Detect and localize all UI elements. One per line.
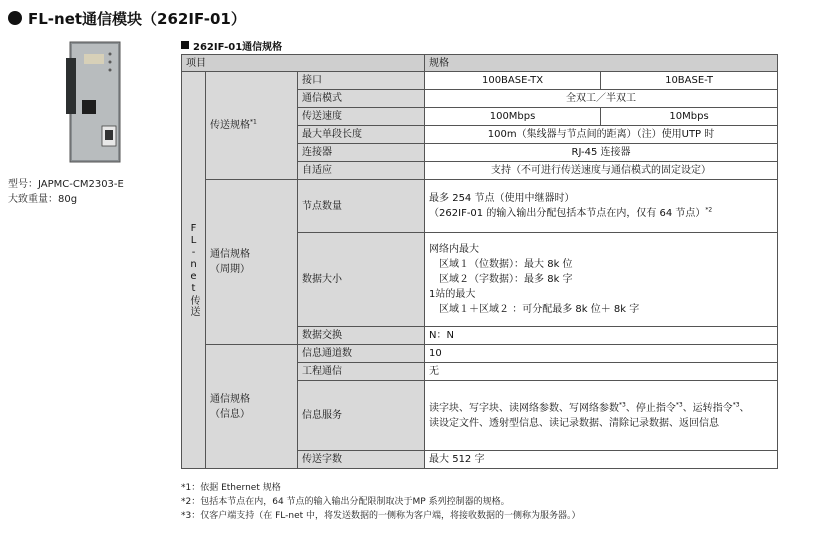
service-line1-a: 读字块、写字块、读网络参数、写网络参数: [429, 402, 620, 414]
connector-value: RJ-45 连接器: [425, 144, 778, 162]
speed-label: 传送速度: [298, 108, 425, 126]
spec-table: [181, 54, 778, 469]
group-message: [206, 345, 298, 469]
service-line1-b: 、停止指令: [625, 402, 676, 414]
nodes-label: 节点数量: [298, 180, 425, 233]
page-title-text: FL-net通信模块（262IF-01）: [28, 9, 246, 28]
interface-a: 100BASE-TX: [425, 72, 601, 90]
channels-label: 信息通道数: [298, 345, 425, 363]
connector-label: 连接器: [298, 144, 425, 162]
speed-a: 100Mbps: [425, 108, 601, 126]
table-row: [182, 180, 778, 233]
nodes-line2-wrap: [429, 206, 773, 221]
service-value: [425, 381, 778, 451]
group-transmission-label: 传送规格: [210, 120, 250, 131]
datasize-value: [425, 233, 778, 327]
footnotes: [181, 481, 581, 523]
service-line2: 读设定文件、透射型信息、读记录数据、清除记录数据、返回信息: [429, 417, 720, 429]
eng-label: 工程通信: [298, 363, 425, 381]
footnote-2: *2：包括本节点在内，64 节点的输入输出分配限制取决于MP 系列控制器的规格。: [181, 497, 510, 507]
nodes-line1: 最多 254 节点（使用中继器时）: [429, 193, 575, 204]
footnote-ref: *3: [732, 401, 740, 409]
footnote-ref: *1: [250, 118, 257, 126]
header-item: 项目: [182, 55, 425, 72]
page-title: [8, 6, 246, 30]
interface-b: 10BASE-T: [601, 72, 778, 90]
bullet-icon: [8, 11, 22, 25]
exchange-value: N：N: [425, 327, 778, 345]
datasize-label: 数据大小: [298, 233, 425, 327]
speed-b: 10Mbps: [601, 108, 778, 126]
channels-value: 10: [425, 345, 778, 363]
interface-label: 接口: [298, 72, 425, 90]
header-spec: 规格: [425, 55, 778, 72]
datasize-line4: 1站的最大: [429, 289, 476, 300]
group-fl-net: FL-net传送: [182, 72, 206, 469]
eng-value: 无: [425, 363, 778, 381]
words-label: 传送字数: [298, 451, 425, 469]
segment-value: 100m（集线器与节点间的距离）（注）使用UTP 时: [425, 126, 778, 144]
footnote-ref: *3: [619, 401, 626, 409]
group-cyclic: [206, 180, 298, 345]
datasize-line1: 网络内最大: [429, 244, 480, 255]
group-cyclic-line2: （周期）: [210, 264, 250, 275]
footnote-1: *1：依据 Ethernet 规格: [181, 483, 281, 493]
auto-label: 自适应: [298, 162, 425, 180]
square-bullet-icon: [181, 41, 189, 49]
service-line1: 读字块、写字块、读网络参数、写网络参数$^{*3}$、停止指令$^{*3}$、运转指令$^{*3}$、: [429, 401, 750, 414]
group-message-line2: （信息）: [210, 408, 250, 420]
product-info: [8, 177, 124, 207]
footnote-ref: *2: [705, 206, 713, 214]
section-title-text: 262IF-01通信规格: [193, 41, 283, 53]
footnote-3: *3：仅客户端支持（在 FL-net 中，将发送数据的一侧称为客户端，将接收数据的一侧称为服务器。）: [181, 511, 581, 521]
model-number: 型号：JAPMC-CM2303-E: [8, 179, 124, 190]
weight: 大致重量：80g: [8, 194, 78, 205]
service-line1-c: 、运转指令: [682, 402, 733, 414]
service-label: 信息服务: [298, 381, 425, 451]
datasize-line2: 区域１（位数据）：最大 8k 位: [439, 259, 573, 270]
datasize-line5: 区域１＋区域２ ：可分配最多 8k 位＋ 8k 字: [439, 304, 640, 315]
module-image: [62, 40, 126, 164]
section-title: [181, 38, 282, 52]
table-header-row: [182, 55, 778, 72]
comm-mode-value: 全双工／半双工: [425, 90, 778, 108]
datasize-line3: 区域２（字数据）：最多 8k 字: [439, 274, 573, 285]
segment-label: 最大单段长度: [298, 126, 425, 144]
nodes-line2: （262IF-01 的输入输出分配包括本节点在内，仅有 64 节点）: [429, 208, 706, 219]
auto-value: 支持（不可进行传送速度与通信模式的固定设定）: [425, 162, 778, 180]
comm-mode-label: 通信模式: [298, 90, 425, 108]
footnote-ref: *3: [675, 401, 683, 409]
exchange-label: 数据交换: [298, 327, 425, 345]
table-row: [182, 345, 778, 363]
group-message-line1: 通信规格: [210, 393, 250, 405]
nodes-value: [425, 180, 778, 233]
group-transmission: [206, 72, 298, 180]
words-value: 最大 512 字: [425, 451, 778, 469]
group-cyclic-line1: 通信规格: [210, 249, 250, 260]
table-row: [182, 72, 778, 90]
